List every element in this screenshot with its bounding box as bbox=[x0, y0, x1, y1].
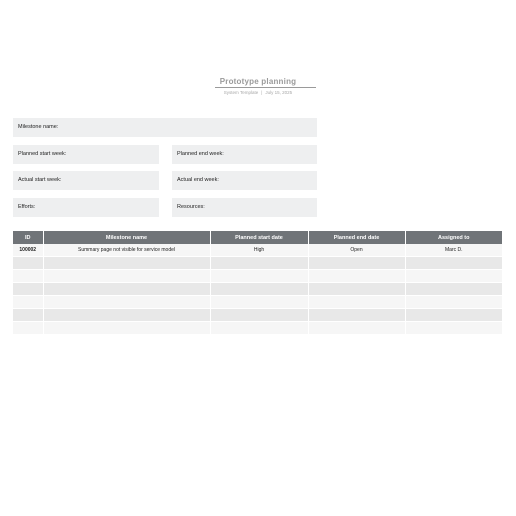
cell-id[interactable] bbox=[13, 270, 43, 283]
cell-planned-end-date[interactable] bbox=[308, 257, 405, 270]
table-row[interactable] bbox=[13, 283, 502, 296]
resources-label: Resources: bbox=[177, 204, 205, 210]
cell-milestone-name[interactable] bbox=[43, 309, 210, 322]
actual-end-week-label: Actual end week: bbox=[177, 177, 219, 183]
cell-milestone-name[interactable]: Summary page not visible for service model bbox=[43, 244, 210, 257]
subtitle-template: System Template bbox=[223, 90, 259, 95]
cell-planned-end-date[interactable] bbox=[308, 322, 405, 335]
cell-planned-end-date[interactable] bbox=[308, 270, 405, 283]
cell-planned-end-date[interactable] bbox=[308, 296, 405, 309]
resources-field[interactable] bbox=[172, 198, 317, 217]
cell-id[interactable] bbox=[13, 283, 43, 296]
table-row[interactable] bbox=[13, 309, 502, 322]
cell-assigned-to[interactable] bbox=[405, 296, 502, 309]
cell-milestone-name[interactable] bbox=[43, 283, 210, 296]
page-title: Prototype planning bbox=[219, 77, 297, 86]
column-header-milestone-name[interactable]: Milestone name bbox=[43, 231, 210, 244]
milestones-table bbox=[13, 231, 502, 335]
milestone-name-label: Milestone name: bbox=[18, 124, 59, 130]
cell-planned-end-date[interactable] bbox=[308, 283, 405, 296]
column-header-assigned-to[interactable]: Assigned to bbox=[405, 231, 502, 244]
cell-milestone-name[interactable] bbox=[43, 257, 210, 270]
title-underline bbox=[215, 87, 316, 88]
table-header-row bbox=[13, 231, 502, 244]
cell-planned-start-date[interactable] bbox=[210, 283, 308, 296]
cell-id[interactable] bbox=[13, 296, 43, 309]
cell-assigned-to[interactable] bbox=[405, 309, 502, 322]
planned-start-week-label: Planned start week: bbox=[18, 151, 67, 157]
cell-planned-end-date[interactable]: Open bbox=[308, 244, 405, 257]
actual-start-week-field[interactable] bbox=[13, 171, 159, 190]
cell-planned-start-date[interactable] bbox=[210, 296, 308, 309]
table-row[interactable] bbox=[13, 257, 502, 270]
cell-id[interactable] bbox=[13, 309, 43, 322]
cell-milestone-name[interactable] bbox=[43, 270, 210, 283]
cell-planned-start-date[interactable] bbox=[210, 309, 308, 322]
efforts-field[interactable] bbox=[13, 198, 159, 217]
cell-assigned-to[interactable] bbox=[405, 257, 502, 270]
efforts-label: Efforts: bbox=[18, 204, 36, 210]
cell-planned-end-date[interactable] bbox=[308, 309, 405, 322]
cell-planned-start-date[interactable] bbox=[210, 270, 308, 283]
cell-planned-start-date[interactable] bbox=[210, 257, 308, 270]
table-row[interactable] bbox=[13, 270, 502, 283]
cell-assigned-to[interactable] bbox=[405, 322, 502, 335]
subtitle-date: July 15, 2025 bbox=[265, 90, 293, 95]
table-row[interactable] bbox=[13, 244, 502, 257]
cell-assigned-to[interactable] bbox=[405, 283, 502, 296]
subtitle-separator: | bbox=[261, 90, 263, 95]
cell-assigned-to[interactable] bbox=[405, 270, 502, 283]
cell-milestone-name[interactable] bbox=[43, 322, 210, 335]
cell-id[interactable]: 100002 bbox=[13, 244, 43, 257]
planned-start-week-field[interactable] bbox=[13, 145, 159, 164]
planned-end-week-label: Planned end week: bbox=[177, 151, 224, 157]
cell-id[interactable] bbox=[13, 322, 43, 335]
table-row[interactable] bbox=[13, 296, 502, 309]
planned-end-week-field[interactable] bbox=[172, 145, 317, 164]
column-header-planned-end-date[interactable]: Planned end date bbox=[308, 231, 405, 244]
cell-planned-start-date[interactable]: High bbox=[210, 244, 308, 257]
table-row[interactable] bbox=[13, 322, 502, 335]
column-header-id[interactable]: ID bbox=[13, 231, 43, 244]
actual-end-week-field[interactable] bbox=[172, 171, 317, 190]
milestone-name-field[interactable] bbox=[13, 118, 317, 137]
column-header-planned-start-date[interactable]: Planned start date bbox=[210, 231, 308, 244]
cell-planned-start-date[interactable] bbox=[210, 322, 308, 335]
cell-id[interactable] bbox=[13, 257, 43, 270]
cell-assigned-to[interactable]: Marc D. bbox=[405, 244, 502, 257]
actual-start-week-label: Actual start week: bbox=[18, 177, 62, 183]
page-subtitle bbox=[0, 90, 516, 95]
cell-milestone-name[interactable] bbox=[43, 296, 210, 309]
